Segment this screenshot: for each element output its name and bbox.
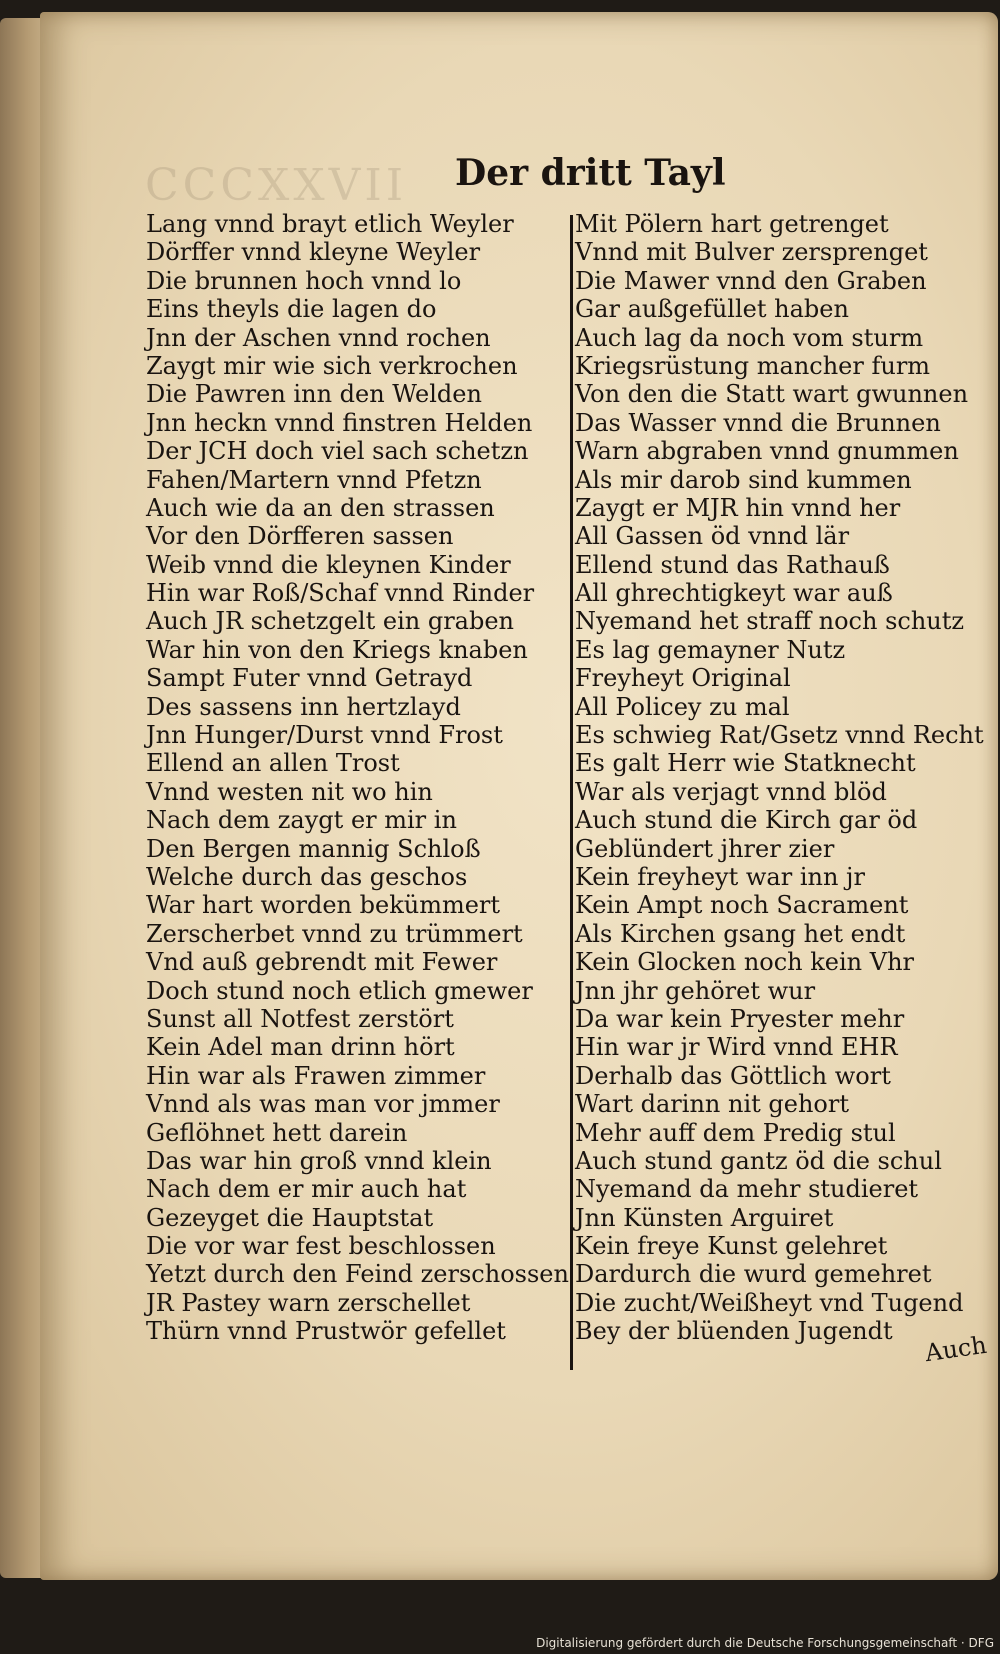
verse-line: Die Mawer vnnd den Graben: [575, 266, 927, 295]
footer-credit: Digitalisierung gefördert durch die Deutsche Forschungsgemeinschaft · DFG: [536, 1636, 994, 1650]
verse-line: Kriegsrüstung mancher furm: [575, 351, 931, 380]
verse-line: Vor den Dörfferen sassen: [146, 522, 454, 551]
verse-line: Jnn jhr gehöret wur: [575, 976, 816, 1005]
verse-line: Vnd auß gebrendt mit Fewer: [146, 948, 498, 977]
verse-line: Hin war als Frawen zimmer: [146, 1061, 486, 1090]
verse-line: Sampt Futer vnnd Getrayd: [146, 664, 473, 693]
verse-line: Sunst all Notfest zerstört: [146, 1004, 454, 1033]
verse-line: Fahen/Martern vnnd Pfetzn: [146, 465, 482, 494]
verse-line: Derhalb das Göttlich wort: [575, 1061, 891, 1090]
column-divider: [570, 215, 573, 1370]
verse-line: Ellend an allen Trost: [146, 749, 400, 778]
verse-line: Jnn der Aschen vnnd rochen: [146, 323, 491, 352]
verse-line: Die vor war fest beschlossen: [146, 1232, 496, 1261]
verse-line: Das Wasser vnnd die Brunnen: [575, 408, 941, 437]
bleed-through-text: CCCXXVII: [145, 160, 408, 211]
verse-line: Kein Adel man drinn hört: [146, 1033, 455, 1062]
verse-line: Nach dem zaygt er mir in: [146, 806, 457, 835]
verse-line: Wart darinn nit gehort: [575, 1090, 849, 1119]
verse-line: Eins theyls die lagen do: [146, 295, 437, 324]
verse-line: Weib vnnd die kleynen Kinder: [146, 550, 511, 579]
verse-line: Auch stund gantz öd die schul: [575, 1146, 942, 1175]
verse-line: Dörffer vnnd kleyne Weyler: [146, 238, 481, 267]
verse-line: All Policey zu mal: [575, 692, 790, 721]
verse-line: Jnn heckn vnnd finstren Helden: [146, 408, 533, 437]
verse-line: Die zucht/Weißheyt vnd Tugend: [575, 1288, 964, 1317]
verse-line: Der JCH doch viel sach schetzn: [146, 437, 529, 466]
verse-line: Kein freyheyt war inn jr: [575, 862, 865, 891]
verse-line: Doch stund noch etlich gmewer: [146, 976, 533, 1005]
verse-line: War hart worden bekümmert: [146, 891, 501, 920]
verse-line: Jnn Künsten Arguiret: [575, 1203, 834, 1232]
verse-line: Kein freye Kunst gelehret: [575, 1232, 888, 1261]
verse-line: Zaygt er MJR hin vnnd her: [575, 493, 901, 522]
verse-line: Geflöhnet hett darein: [146, 1118, 408, 1147]
verse-line: Vnnd mit Bulver zersprenget: [575, 238, 928, 267]
verse-line: Bey der blüenden Jugendt: [575, 1317, 893, 1346]
verse-line: Vnnd als was man vor jmmer: [146, 1090, 500, 1119]
verse-line: Auch wie da an den strassen: [146, 493, 495, 522]
verse-line: Auch JR schetzgelt ein graben: [146, 607, 514, 636]
verse-line: Es lag gemayner Nutz: [575, 635, 846, 664]
verse-line: Hin war Roß/Schaf vnnd Rinder: [146, 579, 535, 608]
verse-line: Als Kirchen gsang het endt: [575, 919, 906, 948]
verse-line: Welche durch das geschos: [146, 862, 468, 891]
verse-line: Hin war jr Wird vnnd EHR: [575, 1033, 898, 1062]
right-column: [575, 210, 984, 1346]
verse-line: Nyemand da mehr studieret: [575, 1175, 919, 1204]
verse-line: Kein Ampt noch Sacrament: [575, 891, 909, 920]
verse-line: Mit Pölern hart getrenget: [575, 210, 889, 238]
verse-line: Nach dem er mir auch hat: [146, 1175, 467, 1204]
verse-line: All ghrechtigkeyt war auß: [575, 579, 893, 608]
verse-line: Thürn vnnd Prustwör gefellet: [146, 1317, 506, 1346]
verse-line: Jnn Hunger/Durst vnnd Frost: [146, 721, 503, 750]
verse-line: Des sassens inn hertzlayd: [146, 692, 461, 721]
verse-line: Auch lag da noch vom sturm: [575, 323, 924, 352]
verse-line: Freyheyt Original: [575, 664, 791, 693]
verse-line: Den Bergen mannig Schloß: [146, 834, 481, 863]
verse-line: Zerscherbet vnnd zu trümmert: [146, 919, 523, 948]
verse-line: Kein Glocken noch kein Vhr: [575, 948, 915, 977]
verse-line: JR Pastey warn zerschellet: [146, 1288, 471, 1317]
verse-line: Yetzt durch den Feind zerschossen: [146, 1260, 569, 1289]
verse-line: Dardurch die wurd gemehret: [575, 1260, 932, 1289]
verse-line: Die Pawren inn den Welden: [146, 380, 482, 409]
verse-line: Gezeyget die Hauptstat: [146, 1203, 434, 1232]
verse-line: Es schwieg Rat/Gsetz vnnd Recht: [575, 721, 984, 750]
verse-line: Auch stund die Kirch gar öd: [575, 806, 918, 835]
verse-line: Vnnd westen nit wo hin: [146, 777, 433, 806]
verse-line: Die brunnen hoch vnnd lo: [146, 266, 462, 295]
verse-line: War hin von den Kriegs knaben: [146, 635, 528, 664]
verse-line: Das war hin groß vnnd klein: [146, 1146, 492, 1175]
verse-line: Es galt Herr wie Statknecht: [575, 749, 916, 778]
verse-line: Geblündert jhrer zier: [575, 834, 835, 863]
verse-line: Lang vnnd brayt etlich Weyler: [146, 210, 514, 238]
verse-line: Gar außgefüllet haben: [575, 295, 849, 324]
verse-line: War als verjagt vnnd blöd: [575, 777, 887, 806]
verse-line: Warn abgraben vnnd gnummen: [575, 437, 959, 466]
page-heading: Der dritt Tayl: [455, 152, 726, 194]
verse-line: Da war kein Pryester mehr: [575, 1004, 905, 1033]
verse-line: Nyemand het straff noch schutz: [575, 607, 965, 636]
catchword: Auch: [923, 1330, 989, 1368]
verse-line: Mehr auff dem Predig stul: [575, 1118, 896, 1147]
verse-line: Von den die Statt wart gwunnen: [575, 380, 969, 409]
verse-line: Zaygt mir wie sich verkrochen: [146, 351, 518, 380]
verse-line: Als mir darob sind kummen: [575, 465, 912, 494]
verse-line: All Gassen öd vnnd lär: [575, 522, 850, 551]
left-column: [146, 210, 569, 1346]
verse-line: Ellend stund das Rathauß: [575, 550, 890, 579]
